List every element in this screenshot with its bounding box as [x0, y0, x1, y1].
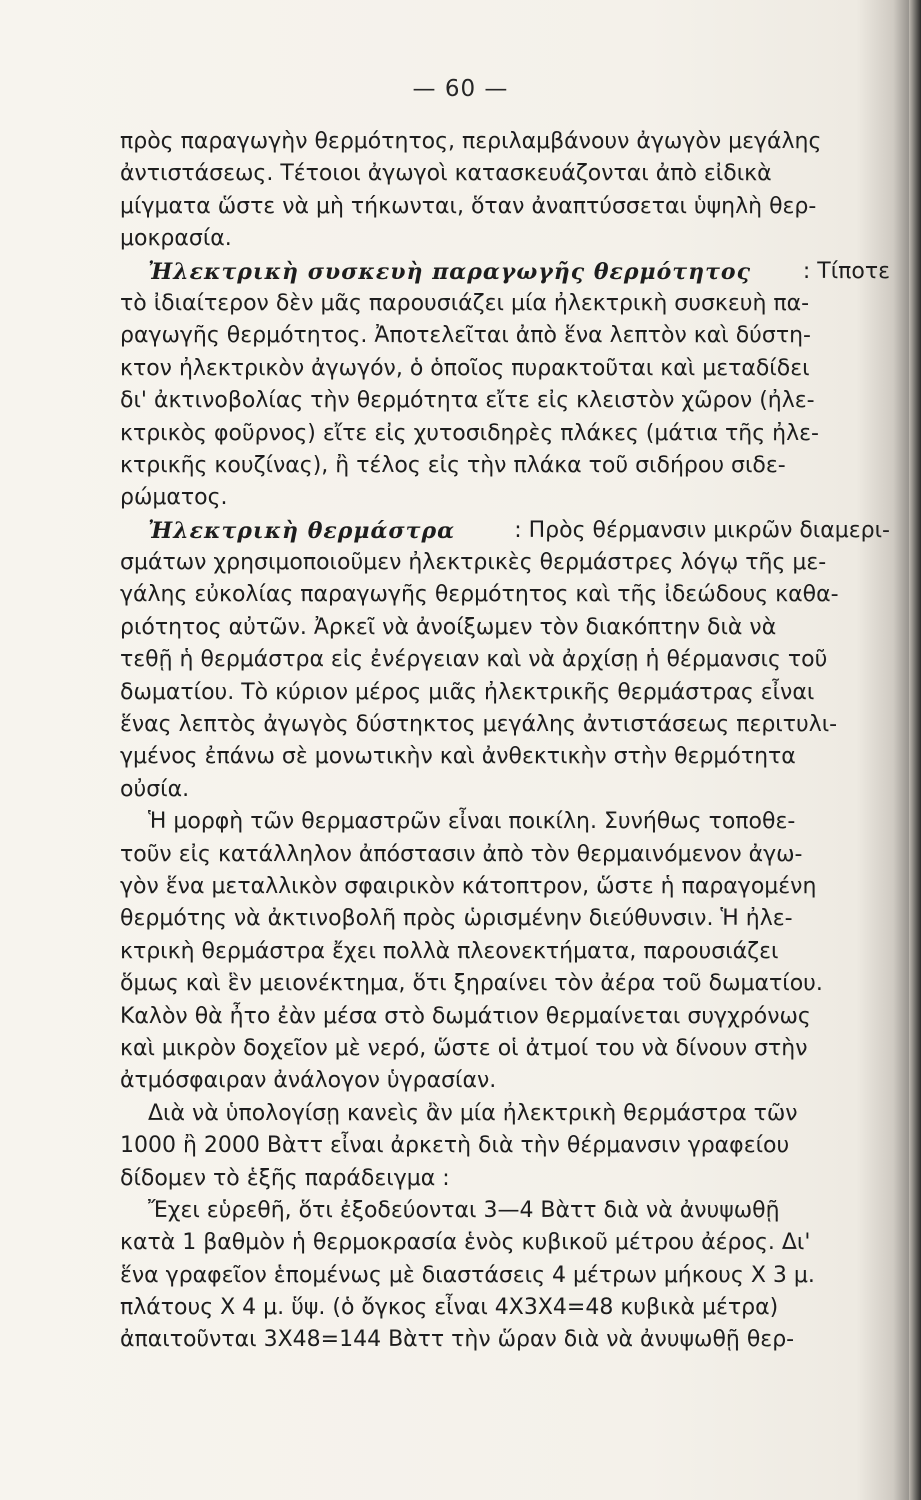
text-line: 1000 ἢ 2000 Βὰττ εἶναι ἀρκετὴ διὰ τὴν θέρμανσιν γραφείου	[120, 1133, 790, 1159]
text-line: δι' ἀκτινοβολίας τὴν θερμότητα εἴτε εἰς κλειστὸν χῶρον (ἠλε-	[120, 388, 815, 414]
section-heading-line	[120, 515, 890, 547]
text-line: γὸν ἕνα μεταλλικὸν σφαιρικὸν κάτοπτρον, ὥστε ἡ παραγομένη	[120, 873, 817, 899]
text-line: κτον ἠλεκτρικὸν ἀγωγόν, ὁ ὁποῖος πυρακτοῦται καὶ μεταδίδει	[120, 355, 810, 381]
text-line: μοκρασία.	[120, 226, 232, 252]
text-line: γάλης εὐκολίας παραγωγῆς θερμότητος καὶ τῆς ἰδεώδους καθα-	[120, 582, 839, 608]
heading-tail-text: : Τίποτε	[802, 258, 890, 284]
text-line: πλάτους X 4 μ. ὕψ. (ὁ ὄγκος εἶναι 4X3X4=48 κυβικὰ μέτρα)	[120, 1295, 779, 1321]
text-line: κτρικὸς φοῦρνος) εἴτε εἰς χυτοσιδηρὲς πλάκες (μάτια τῆς ἠλε-	[120, 420, 819, 446]
text-line: Καλὸν θὰ ἦτο ἐὰν μέσα στὸ δωμάτιον θερμαίνεται συγχρόνως	[120, 1003, 811, 1029]
text-line: σμάτων χρησιμοποιοῦμεν ἠλεκτρικὲς θερμάστρες λόγῳ τῆς με-	[120, 550, 827, 576]
text-line: ἀπαιτοῦνται 3X48=144 Βὰττ τὴν ὥραν διὰ νὰ ἀνυψωθῇ θερ-	[120, 1327, 795, 1353]
text-line: κτρικὴ θερμάστρα ἔχει πολλὰ πλεονεκτήματα, παρουσιάζει	[120, 938, 779, 964]
text-line: κτρικῆς κουζίνας), ἢ τέλος εἰς τὴν πλάκα τοῦ σιδήρου σιδε-	[120, 452, 786, 478]
text-line: δίδομεν τὸ ἑξῆς παράδειγμα :	[120, 1165, 450, 1191]
text-line: Ἡ μορφὴ τῶν θερμαστρῶν εἶναι ποικίλη. Συνήθως τοποθε-	[148, 809, 796, 835]
text-line: κατὰ 1 βαθμὸν ἡ θερμοκρασία ἑνὸς κυβικοῦ μέτρου ἀέρος. Δι'	[120, 1230, 811, 1256]
text-line: τεθῇ ἡ θερμάστρα εἰς ἐνέργειαν καὶ νὰ ἀρχίσῃ ἡ θέρμανσις τοῦ	[120, 647, 828, 673]
text-line: θερμότης νὰ ἀκτινοβολῆ πρὸς ὡρισμένην διεύθυνσιν. Ἡ ἠλε-	[120, 906, 793, 932]
text-line: δωματίου. Τὸ κύριον μέρος μιᾶς ἠλεκτρικῆς θερμάστρας εἶναι	[120, 679, 815, 705]
section-heading: Ἠλεκτρικὴ θερμάστρα	[148, 517, 456, 544]
text-line: τὸ ἰδιαίτερον δὲν μᾶς παρουσιάζει μία ἠλεκτρικὴ συσκευὴ πα-	[120, 290, 810, 316]
text-line: ἕνα γραφεῖον ἑπομένως μὲ διαστάσεις 4 μέτρων μήκους X 3 μ.	[120, 1262, 815, 1288]
body-text	[120, 126, 890, 1357]
page-edge-shadow	[909, 0, 921, 1500]
text-line: ἀτμόσφαιραν ἀνάλογον ὑγρασίαν.	[120, 1068, 497, 1094]
text-line: μίγματα ὥστε νὰ μὴ τήκωνται, ὅταν ἀναπτύσσεται ὑψηλὴ θερ-	[120, 193, 817, 219]
heading-tail-text: : Πρὸς θέρμανσιν μικρῶν διαμερι-	[514, 517, 890, 543]
text-line: ριότητος αὐτῶν. Ἀρκεῖ νὰ ἀνοίξωμεν τὸν διακόπτην διὰ νὰ	[120, 614, 777, 640]
text-line: οὐσία.	[120, 776, 190, 802]
text-line: τοῦν εἰς κατάλληλον ἀπόστασιν ἀπὸ τὸν θερμαινόμενον ἀγω-	[120, 841, 803, 867]
page-number: — 60 —	[412, 76, 509, 102]
text-line: Ἔχει εὑρεθῆ, ὅτι ἐξοδεύονται 3—4 Βὰττ διὰ νὰ ἀνυψωθῇ	[148, 1197, 780, 1223]
text-line: ραγωγῆς θερμότητος. Ἀποτελεῖται ἀπὸ ἕνα λεπτὸν καὶ δύστη-	[120, 323, 811, 349]
text-line: ἀντιστάσεως. Τέτοιοι ἀγωγοὶ κατασκευάζονται ἀπὸ εἰδικὰ	[120, 161, 772, 187]
text-line: καὶ μικρὸν δοχεῖον μὲ νερό, ὥστε οἱ ἀτμοί του νὰ δίνουν στὴν	[120, 1035, 808, 1061]
text-line: Διὰ νὰ ὑπολογίσῃ κανεὶς ἂν μία ἠλεκτρικὴ θερμάστρα τῶν	[148, 1100, 798, 1126]
text-line: ἕνας λεπτὸς ἀγωγὸς δύστηκτος μεγάλης ἀντιστάσεως περιτυλι-	[120, 712, 838, 738]
text-line: πρὸς παραγωγὴν θερμότητος, περιλαμβάνουν ἀγωγὸν μεγάλης	[120, 129, 822, 154]
text-line: ὅμως καὶ ἓν μειονέκτημα, ὅτι ξηραίνει τὸν ἀέρα τοῦ δωματίου.	[120, 971, 823, 997]
section-heading-line	[120, 256, 890, 288]
section-heading: Ἠλεκτρικὴ συσκευὴ παραγωγῆς θερμότητος	[148, 258, 751, 285]
text-line: ρώματος.	[120, 485, 228, 511]
text-line: γμένος ἐπάνω σὲ μονωτικὴν καὶ ἀνθεκτικὴν στὴν θερμότητα	[120, 744, 796, 770]
